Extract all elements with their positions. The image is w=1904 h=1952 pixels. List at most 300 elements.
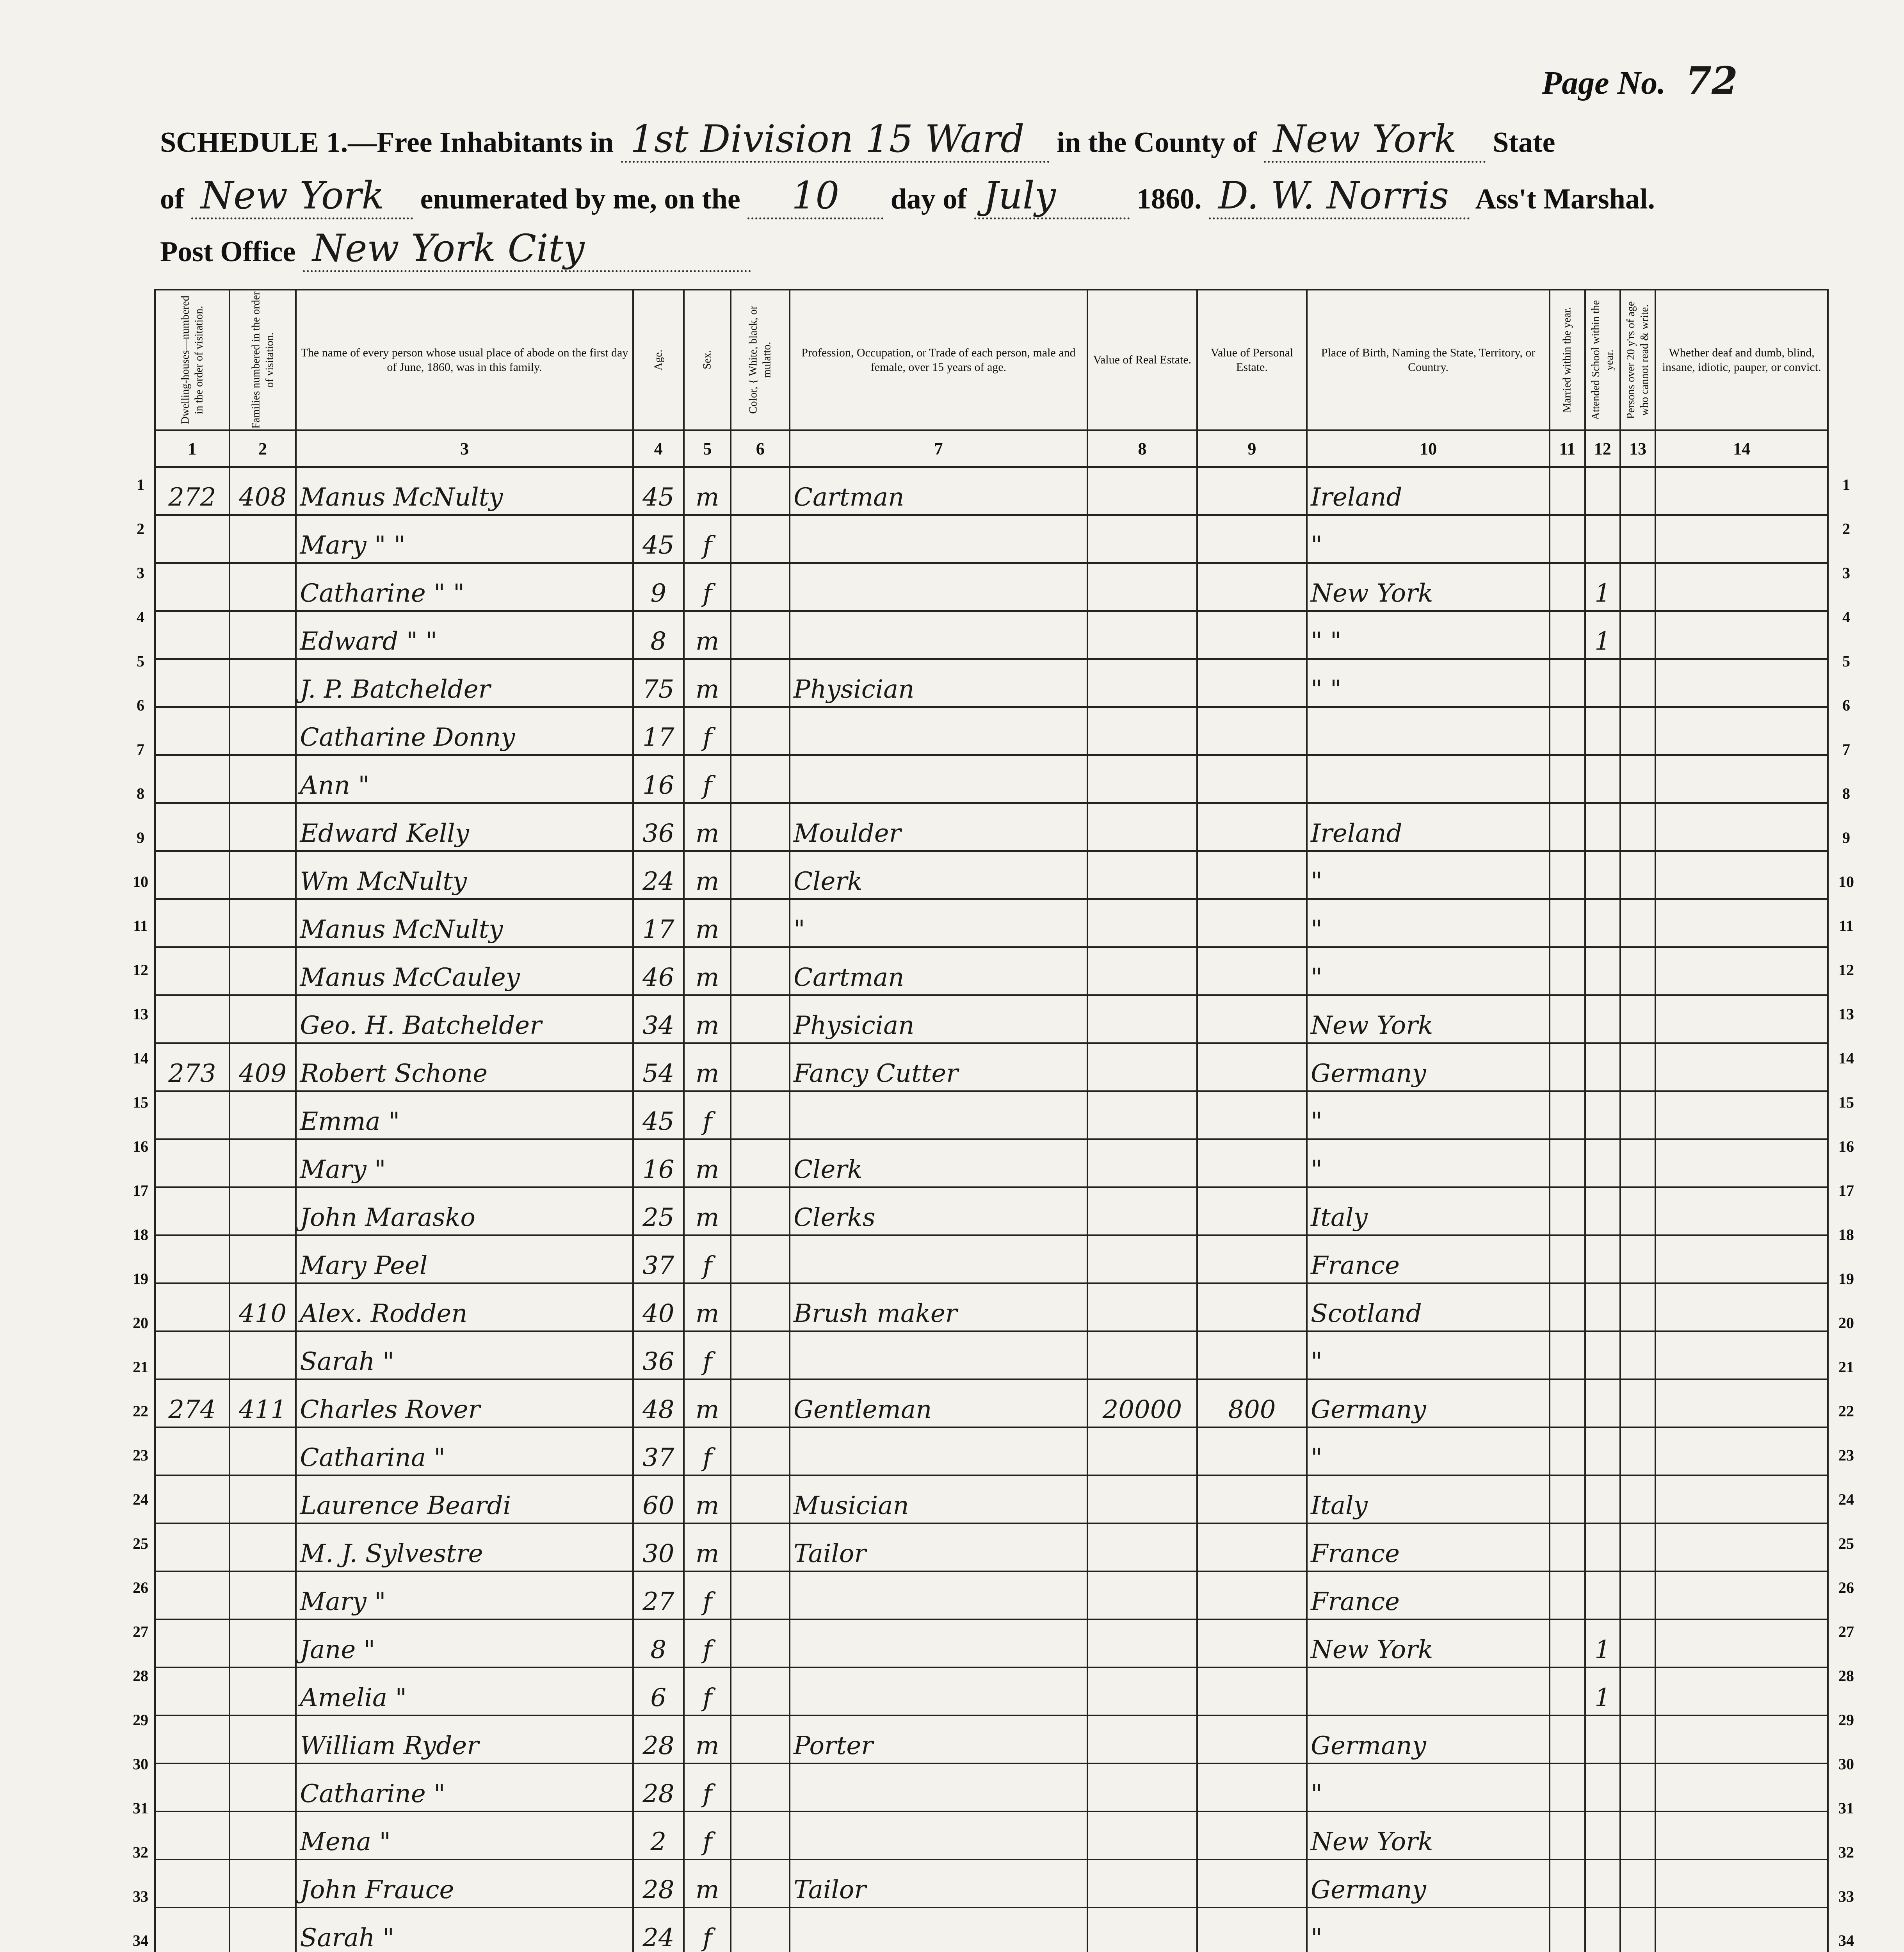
person-name: Catharine " [296, 1763, 633, 1811]
age: 8 [633, 611, 684, 659]
dwelling-number [155, 1475, 230, 1523]
line-number: 10 [133, 873, 148, 891]
real-estate-value [1087, 1187, 1197, 1235]
cannot-read-write [1620, 611, 1655, 659]
personal-estate-value [1197, 659, 1307, 707]
col-occupation: Profession, Occupation, or Trade of each person, male and female, over 15 years of age. [790, 290, 1087, 430]
day-label: day of [890, 183, 967, 215]
color [731, 611, 790, 659]
person-name: Alex. Rodden [296, 1283, 633, 1331]
color [731, 1427, 790, 1475]
sex: m [684, 1187, 731, 1235]
married-within-year [1550, 1187, 1585, 1235]
married-within-year [1550, 851, 1585, 899]
person-name: Mary " [296, 1571, 633, 1619]
cannot-read-write [1620, 1667, 1655, 1715]
attended-school [1585, 1379, 1620, 1427]
line-number: 25 [1838, 1535, 1854, 1552]
age: 24 [633, 851, 684, 899]
table-row [155, 1331, 1828, 1379]
header-line-2 [160, 174, 1655, 219]
sex: m [684, 1283, 731, 1331]
state-label: State [1493, 126, 1555, 159]
dwelling-number [155, 1667, 230, 1715]
real-estate-value [1087, 563, 1197, 611]
dwelling-number [155, 1427, 230, 1475]
line-number: 22 [1838, 1402, 1854, 1420]
condition [1655, 1715, 1828, 1763]
person-name: Edward " " [296, 611, 633, 659]
condition [1655, 1619, 1828, 1667]
family-number [230, 1571, 296, 1619]
age: 46 [633, 947, 684, 995]
condition [1655, 611, 1828, 659]
post-office-value: New York City [303, 226, 751, 272]
attended-school [1585, 1715, 1620, 1763]
attended-school [1585, 1091, 1620, 1139]
attended-school [1585, 755, 1620, 803]
condition [1655, 803, 1828, 851]
cannot-read-write [1620, 1187, 1655, 1235]
birthplace: France [1307, 1523, 1550, 1571]
line-number: 26 [133, 1579, 148, 1596]
line-number: 20 [133, 1314, 148, 1332]
color [731, 755, 790, 803]
attended-school [1585, 1523, 1620, 1571]
sex: f [684, 707, 731, 755]
cannot-read-write [1620, 1571, 1655, 1619]
person-name: Ann " [296, 755, 633, 803]
table-row [155, 563, 1828, 611]
attended-school: 1 [1585, 1667, 1620, 1715]
age: 9 [633, 563, 684, 611]
married-within-year [1550, 1043, 1585, 1091]
married-within-year [1550, 899, 1585, 947]
person-name: M. J. Sylvestre [296, 1523, 633, 1571]
real-estate-value: 20000 [1087, 1379, 1197, 1427]
married-within-year [1550, 1667, 1585, 1715]
condition [1655, 1427, 1828, 1475]
attended-school: 1 [1585, 611, 1620, 659]
occupation [790, 707, 1087, 755]
personal-estate-value [1197, 1331, 1307, 1379]
line-number: 21 [133, 1358, 148, 1376]
birthplace: " [1307, 1763, 1550, 1811]
year-label: 1860. [1137, 183, 1202, 215]
condition [1655, 1763, 1828, 1811]
person-name: Manus McNulty [296, 899, 633, 947]
occupation: Porter [790, 1715, 1087, 1763]
person-name: John Marasko [296, 1187, 633, 1235]
person-name: Mena " [296, 1811, 633, 1859]
condition [1655, 1907, 1828, 1952]
birthplace: " " [1307, 611, 1550, 659]
attended-school [1585, 1859, 1620, 1907]
condition [1655, 659, 1828, 707]
family-number: 408 [230, 467, 296, 515]
sex: m [684, 611, 731, 659]
line-number: 29 [133, 1711, 148, 1729]
birthplace: " [1307, 1427, 1550, 1475]
colnum: 7 [790, 430, 1087, 467]
family-number [230, 1235, 296, 1283]
occupation [790, 1619, 1087, 1667]
dwelling-number [155, 1523, 230, 1571]
family-number [230, 1331, 296, 1379]
header-line-3 [160, 226, 751, 272]
real-estate-value [1087, 1619, 1197, 1667]
sex: m [684, 1715, 731, 1763]
colnum: 14 [1655, 430, 1828, 467]
married-within-year [1550, 1619, 1585, 1667]
occupation: Tailor [790, 1523, 1087, 1571]
table-row [155, 947, 1828, 995]
person-name: Amelia " [296, 1667, 633, 1715]
line-number: 24 [133, 1491, 148, 1508]
attended-school [1585, 851, 1620, 899]
day-value: 10 [747, 174, 883, 219]
line-number: 34 [1838, 1932, 1854, 1949]
birthplace: " [1307, 1091, 1550, 1139]
person-name: Mary " [296, 1139, 633, 1187]
occupation: " [790, 899, 1087, 947]
age: 25 [633, 1187, 684, 1235]
cannot-read-write [1620, 995, 1655, 1043]
personal-estate-value [1197, 611, 1307, 659]
personal-estate-value [1197, 1235, 1307, 1283]
attended-school: 1 [1585, 1619, 1620, 1667]
table-row [155, 1667, 1828, 1715]
married-within-year [1550, 1427, 1585, 1475]
dwelling-number [155, 1283, 230, 1331]
colnum: 11 [1550, 430, 1585, 467]
line-number: 19 [1838, 1270, 1854, 1288]
birthplace: Germany [1307, 1379, 1550, 1427]
family-number [230, 563, 296, 611]
dwelling-number [155, 659, 230, 707]
person-name: Charles Rover [296, 1379, 633, 1427]
cannot-read-write [1620, 1715, 1655, 1763]
age: 17 [633, 899, 684, 947]
personal-estate-value [1197, 1715, 1307, 1763]
condition [1655, 707, 1828, 755]
age: 45 [633, 467, 684, 515]
state-value: New York [191, 174, 413, 219]
dwelling-number [155, 851, 230, 899]
sex: m [684, 1139, 731, 1187]
family-number [230, 515, 296, 563]
age: 16 [633, 1139, 684, 1187]
dwelling-number [155, 899, 230, 947]
table-row [155, 1571, 1828, 1619]
color [731, 1811, 790, 1859]
condition [1655, 1235, 1828, 1283]
color [731, 1043, 790, 1091]
real-estate-value [1087, 947, 1197, 995]
occupation: Fancy Cutter [790, 1043, 1087, 1091]
age: 17 [633, 707, 684, 755]
condition [1655, 1091, 1828, 1139]
family-number [230, 611, 296, 659]
line-number: 11 [1839, 917, 1854, 935]
real-estate-value [1087, 803, 1197, 851]
attended-school [1585, 1235, 1620, 1283]
dwelling-number [155, 1331, 230, 1379]
attended-school [1585, 1331, 1620, 1379]
condition [1655, 1475, 1828, 1523]
family-number [230, 1667, 296, 1715]
sex: m [684, 659, 731, 707]
color [731, 563, 790, 611]
color [731, 1571, 790, 1619]
family-number [230, 1715, 296, 1763]
person-name: Manus McNulty [296, 467, 633, 515]
color [731, 1331, 790, 1379]
person-name: Emma " [296, 1091, 633, 1139]
married-within-year [1550, 1571, 1585, 1619]
sex: m [684, 851, 731, 899]
person-name: Manus McCauley [296, 947, 633, 995]
table-row [155, 995, 1828, 1043]
family-number: 409 [230, 1043, 296, 1091]
age: 28 [633, 1715, 684, 1763]
personal-estate-value [1197, 755, 1307, 803]
line-number: 5 [1842, 652, 1850, 670]
table-row [155, 851, 1828, 899]
real-estate-value [1087, 1043, 1197, 1091]
dwelling-number [155, 755, 230, 803]
family-number [230, 1619, 296, 1667]
real-estate-value [1087, 1475, 1197, 1523]
colnum: 6 [731, 430, 790, 467]
cannot-read-write [1620, 1907, 1655, 1952]
attended-school [1585, 995, 1620, 1043]
dwelling-number [155, 1139, 230, 1187]
line-number: 1 [137, 476, 144, 493]
personal-estate-value [1197, 947, 1307, 995]
line-number: 28 [133, 1667, 148, 1685]
personal-estate-value [1197, 515, 1307, 563]
birthplace: Italy [1307, 1187, 1550, 1235]
attended-school [1585, 1907, 1620, 1952]
dwelling-number [155, 515, 230, 563]
cannot-read-write [1620, 1475, 1655, 1523]
cannot-read-write [1620, 659, 1655, 707]
line-number: 8 [137, 785, 144, 802]
line-number: 20 [1838, 1314, 1854, 1332]
family-number [230, 803, 296, 851]
real-estate-value [1087, 611, 1197, 659]
page-number [1542, 59, 1738, 103]
cannot-read-write [1620, 1139, 1655, 1187]
birthplace: " [1307, 1907, 1550, 1952]
line-number: 9 [1842, 829, 1850, 846]
line-number: 16 [133, 1138, 148, 1155]
family-number [230, 899, 296, 947]
birthplace [1307, 1667, 1550, 1715]
dwelling-number [155, 803, 230, 851]
condition [1655, 1283, 1828, 1331]
cannot-read-write [1620, 1763, 1655, 1811]
occupation [790, 1811, 1087, 1859]
family-number [230, 1475, 296, 1523]
table-row [155, 1619, 1828, 1667]
line-number: 32 [1838, 1843, 1854, 1861]
occupation: Musician [790, 1475, 1087, 1523]
age: 2 [633, 1811, 684, 1859]
real-estate-value [1087, 1811, 1197, 1859]
age: 28 [633, 1859, 684, 1907]
attended-school [1585, 1475, 1620, 1523]
colnum: 8 [1087, 430, 1197, 467]
line-number: 17 [133, 1182, 148, 1199]
col-personal-estate: Value of Personal Estate. [1197, 290, 1307, 430]
table-row [155, 1523, 1828, 1571]
line-number: 24 [1838, 1491, 1854, 1508]
colnum: 3 [296, 430, 633, 467]
birthplace [1307, 755, 1550, 803]
age: 8 [633, 1619, 684, 1667]
sex: f [684, 1235, 731, 1283]
personal-estate-value [1197, 1523, 1307, 1571]
occupation [790, 563, 1087, 611]
col-birthplace: Place of Birth, Naming the State, Territory, or Country. [1307, 290, 1550, 430]
colnum: 2 [230, 430, 296, 467]
personal-estate-value [1197, 899, 1307, 947]
line-number: 30 [1838, 1755, 1854, 1773]
line-number: 18 [1838, 1226, 1854, 1243]
age: 28 [633, 1763, 684, 1811]
condition [1655, 755, 1828, 803]
attended-school [1585, 1571, 1620, 1619]
table-row [155, 1427, 1828, 1475]
colnum: 4 [633, 430, 684, 467]
condition [1655, 1043, 1828, 1091]
occupation: Clerks [790, 1187, 1087, 1235]
married-within-year [1550, 803, 1585, 851]
person-name: Jane " [296, 1619, 633, 1667]
color [731, 995, 790, 1043]
person-name: J. P. Batchelder [296, 659, 633, 707]
line-number: 14 [133, 1049, 148, 1067]
col-married: Married within the year. [1550, 290, 1585, 430]
attended-school [1585, 1763, 1620, 1811]
color [731, 1715, 790, 1763]
color [731, 803, 790, 851]
birthplace: " " [1307, 659, 1550, 707]
personal-estate-value [1197, 1619, 1307, 1667]
dwelling-number [155, 995, 230, 1043]
age: 24 [633, 1907, 684, 1952]
birthplace: France [1307, 1235, 1550, 1283]
real-estate-value [1087, 467, 1197, 515]
line-number: 19 [133, 1270, 148, 1288]
col-sex: Sex. [684, 290, 731, 430]
dwelling-number [155, 1811, 230, 1859]
attended-school [1585, 947, 1620, 995]
line-number: 21 [1838, 1358, 1854, 1376]
table-row [155, 1859, 1828, 1907]
sex: m [684, 995, 731, 1043]
cannot-read-write [1620, 851, 1655, 899]
colnum: 13 [1620, 430, 1655, 467]
real-estate-value [1087, 1331, 1197, 1379]
page-label: Page No. [1542, 65, 1666, 101]
table-row [155, 899, 1828, 947]
col-school: Attended School within the year. [1585, 290, 1620, 430]
attended-school [1585, 1283, 1620, 1331]
real-estate-value [1087, 1571, 1197, 1619]
age: 45 [633, 515, 684, 563]
age: 6 [633, 1667, 684, 1715]
real-estate-value [1087, 1715, 1197, 1763]
color [731, 1139, 790, 1187]
birthplace [1307, 707, 1550, 755]
occupation: Physician [790, 659, 1087, 707]
dwelling-number [155, 1571, 230, 1619]
occupation [790, 1667, 1087, 1715]
birthplace: Germany [1307, 1715, 1550, 1763]
real-estate-value [1087, 899, 1197, 947]
occupation [790, 1907, 1087, 1952]
cannot-read-write [1620, 563, 1655, 611]
table-row [155, 1907, 1828, 1952]
occupation [790, 755, 1087, 803]
personal-estate-value [1197, 1475, 1307, 1523]
age: 27 [633, 1571, 684, 1619]
table-row [155, 467, 1828, 515]
personal-estate-value [1197, 1283, 1307, 1331]
age: 75 [633, 659, 684, 707]
age: 60 [633, 1475, 684, 1523]
table-row [155, 1283, 1828, 1331]
sex: f [684, 563, 731, 611]
real-estate-value [1087, 1139, 1197, 1187]
personal-estate-value [1197, 707, 1307, 755]
sex: f [684, 1811, 731, 1859]
dwelling-number [155, 1187, 230, 1235]
table-row [155, 755, 1828, 803]
sex: f [684, 1763, 731, 1811]
color [731, 515, 790, 563]
cannot-read-write [1620, 1379, 1655, 1427]
occupation: Clerk [790, 851, 1087, 899]
condition [1655, 899, 1828, 947]
real-estate-value [1087, 1091, 1197, 1139]
married-within-year [1550, 1907, 1585, 1952]
married-within-year [1550, 1139, 1585, 1187]
person-name: Catharine " " [296, 563, 633, 611]
birthplace: Germany [1307, 1859, 1550, 1907]
personal-estate-value: 800 [1197, 1379, 1307, 1427]
table-row [155, 1475, 1828, 1523]
attended-school [1585, 1811, 1620, 1859]
enumerated-label: enumerated by me, on the [420, 183, 740, 215]
sex: m [684, 1859, 731, 1907]
birthplace: " [1307, 947, 1550, 995]
married-within-year [1550, 515, 1585, 563]
dwelling-number [155, 1235, 230, 1283]
header-line-1 [160, 117, 1555, 163]
sex: m [684, 467, 731, 515]
condition [1655, 851, 1828, 899]
attended-school [1585, 803, 1620, 851]
real-estate-value [1087, 515, 1197, 563]
person-name: Mary Peel [296, 1235, 633, 1283]
col-condition: Whether deaf and dumb, blind, insane, idiotic, pauper, or convict. [1655, 290, 1828, 430]
real-estate-value [1087, 851, 1197, 899]
condition [1655, 515, 1828, 563]
